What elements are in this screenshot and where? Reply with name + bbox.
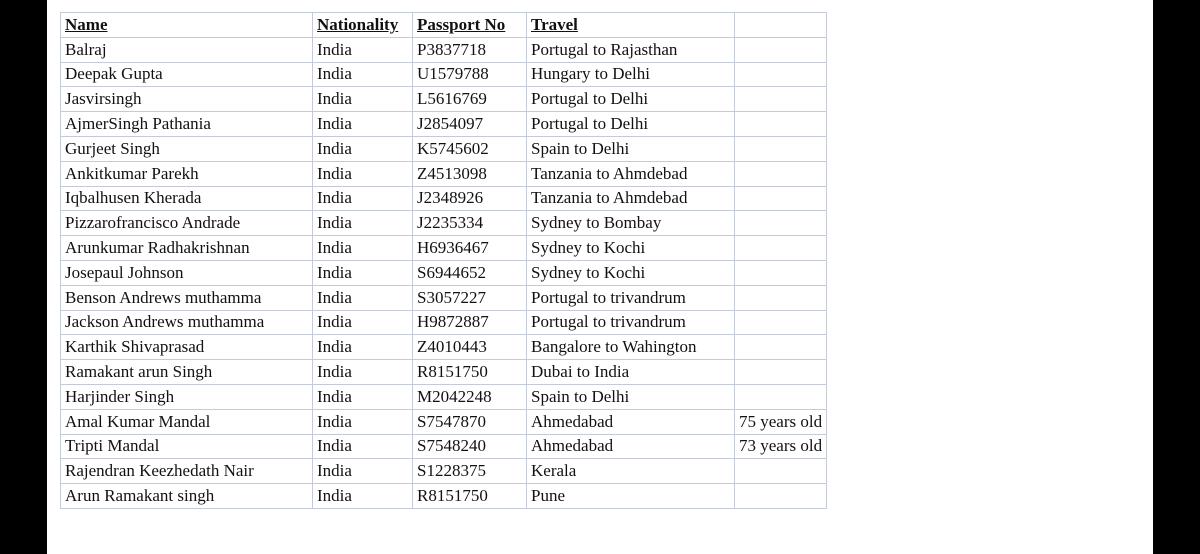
cell-name: Pizzarofrancisco Andrade: [61, 211, 313, 236]
cell-name: Arunkumar Radhakrishnan: [61, 236, 313, 261]
cell-name: Gurjeet Singh: [61, 136, 313, 161]
cell-passport: M2042248: [413, 384, 527, 409]
table-row: [61, 335, 827, 360]
cell-note: 73 years old: [735, 434, 827, 459]
cell-nationality: India: [313, 186, 413, 211]
cell-note: [735, 236, 827, 261]
cell-name: Iqbalhusen Kherada: [61, 186, 313, 211]
cell-nationality: India: [313, 384, 413, 409]
cell-note: [735, 360, 827, 385]
cell-name: Josepaul Johnson: [61, 260, 313, 285]
cell-note: [735, 87, 827, 112]
cell-note: [735, 37, 827, 62]
cell-note: [735, 260, 827, 285]
cell-name: Tripti Mandal: [61, 434, 313, 459]
table-row: [61, 409, 827, 434]
cell-travel: Pune: [527, 484, 735, 509]
cell-note: [735, 384, 827, 409]
cell-nationality: India: [313, 409, 413, 434]
cell-nationality: India: [313, 161, 413, 186]
table-row: [61, 161, 827, 186]
table-row: [61, 62, 827, 87]
cell-nationality: India: [313, 37, 413, 62]
cell-travel: Sydney to Kochi: [527, 260, 735, 285]
cell-passport: S1228375: [413, 459, 527, 484]
cell-nationality: India: [313, 285, 413, 310]
cell-note: 75 years old: [735, 409, 827, 434]
cell-passport: S6944652: [413, 260, 527, 285]
cell-name: Balraj: [61, 37, 313, 62]
cell-passport: L5616769: [413, 87, 527, 112]
table-row: [61, 459, 827, 484]
header-note: [735, 13, 827, 38]
cell-passport: P3837718: [413, 37, 527, 62]
cell-nationality: India: [313, 459, 413, 484]
cell-travel: Bangalore to Wahington: [527, 335, 735, 360]
table-row: [61, 434, 827, 459]
cell-travel: Portugal to trivandrum: [527, 285, 735, 310]
cell-travel: Portugal to Delhi: [527, 87, 735, 112]
cell-name: Amal Kumar Mandal: [61, 409, 313, 434]
table-row: [61, 186, 827, 211]
table-body: [61, 37, 827, 508]
cell-travel: Portugal to trivandrum: [527, 310, 735, 335]
cell-note: [735, 112, 827, 137]
cell-name: Rajendran Keezhedath Nair: [61, 459, 313, 484]
table-row: [61, 484, 827, 509]
cell-nationality: India: [313, 112, 413, 137]
cell-name: Harjinder Singh: [61, 384, 313, 409]
cell-name: AjmerSingh Pathania: [61, 112, 313, 137]
cell-passport: Z4010443: [413, 335, 527, 360]
cell-travel: Sydney to Kochi: [527, 236, 735, 261]
cell-travel: Spain to Delhi: [527, 384, 735, 409]
cell-travel: Tanzania to Ahmdebad: [527, 161, 735, 186]
cell-passport: H9872887: [413, 310, 527, 335]
cell-travel: Tanzania to Ahmdebad: [527, 186, 735, 211]
cell-name: Jasvirsingh: [61, 87, 313, 112]
cell-note: [735, 186, 827, 211]
cell-nationality: India: [313, 335, 413, 360]
cell-travel: Ahmedabad: [527, 434, 735, 459]
table-row: [61, 310, 827, 335]
cell-nationality: India: [313, 136, 413, 161]
cell-note: [735, 459, 827, 484]
passenger-table: [60, 12, 827, 509]
header-name: Name: [61, 13, 313, 38]
table-row: [61, 260, 827, 285]
cell-name: Karthik Shivaprasad: [61, 335, 313, 360]
cell-nationality: India: [313, 484, 413, 509]
cell-nationality: India: [313, 434, 413, 459]
cell-name: Benson Andrews muthamma: [61, 285, 313, 310]
cell-travel: Ahmedabad: [527, 409, 735, 434]
cell-note: [735, 335, 827, 360]
cell-nationality: India: [313, 236, 413, 261]
cell-note: [735, 62, 827, 87]
cell-passport: R8151750: [413, 360, 527, 385]
cell-passport: U1579788: [413, 62, 527, 87]
cell-travel: Spain to Delhi: [527, 136, 735, 161]
header-nationality: Nationality: [313, 13, 413, 38]
cell-travel: Portugal to Delhi: [527, 112, 735, 137]
cell-name: Ankitkumar Parekh: [61, 161, 313, 186]
cell-nationality: India: [313, 310, 413, 335]
table-row: [61, 37, 827, 62]
table-row: [61, 87, 827, 112]
cell-note: [735, 310, 827, 335]
cell-passport: H6936467: [413, 236, 527, 261]
cell-passport: J2348926: [413, 186, 527, 211]
table-row: [61, 211, 827, 236]
header-passport: Passport No: [413, 13, 527, 38]
cell-passport: K5745602: [413, 136, 527, 161]
cell-passport: S3057227: [413, 285, 527, 310]
table-row: [61, 285, 827, 310]
table-row: [61, 136, 827, 161]
cell-name: Deepak Gupta: [61, 62, 313, 87]
cell-passport: S7548240: [413, 434, 527, 459]
cell-name: Arun Ramakant singh: [61, 484, 313, 509]
cell-note: [735, 211, 827, 236]
cell-travel: Dubai to India: [527, 360, 735, 385]
table-row: [61, 360, 827, 385]
cell-nationality: India: [313, 360, 413, 385]
cell-passport: J2235334: [413, 211, 527, 236]
cell-name: Ramakant arun Singh: [61, 360, 313, 385]
cell-passport: J2854097: [413, 112, 527, 137]
cell-note: [735, 136, 827, 161]
cell-note: [735, 484, 827, 509]
table-row: [61, 112, 827, 137]
cell-nationality: India: [313, 87, 413, 112]
cell-nationality: India: [313, 211, 413, 236]
cell-note: [735, 161, 827, 186]
table-header-row: [61, 13, 827, 38]
cell-passport: S7547870: [413, 409, 527, 434]
cell-nationality: India: [313, 260, 413, 285]
cell-passport: Z4513098: [413, 161, 527, 186]
cell-travel: Portugal to Rajasthan: [527, 37, 735, 62]
cell-nationality: India: [313, 62, 413, 87]
table-row: [61, 236, 827, 261]
table-row: [61, 384, 827, 409]
cell-travel: Sydney to Bombay: [527, 211, 735, 236]
cell-travel: Hungary to Delhi: [527, 62, 735, 87]
cell-note: [735, 285, 827, 310]
cell-name: Jackson Andrews muthamma: [61, 310, 313, 335]
document-page: [47, 0, 1153, 554]
cell-passport: R8151750: [413, 484, 527, 509]
header-travel: Travel: [527, 13, 735, 38]
cell-travel: Kerala: [527, 459, 735, 484]
